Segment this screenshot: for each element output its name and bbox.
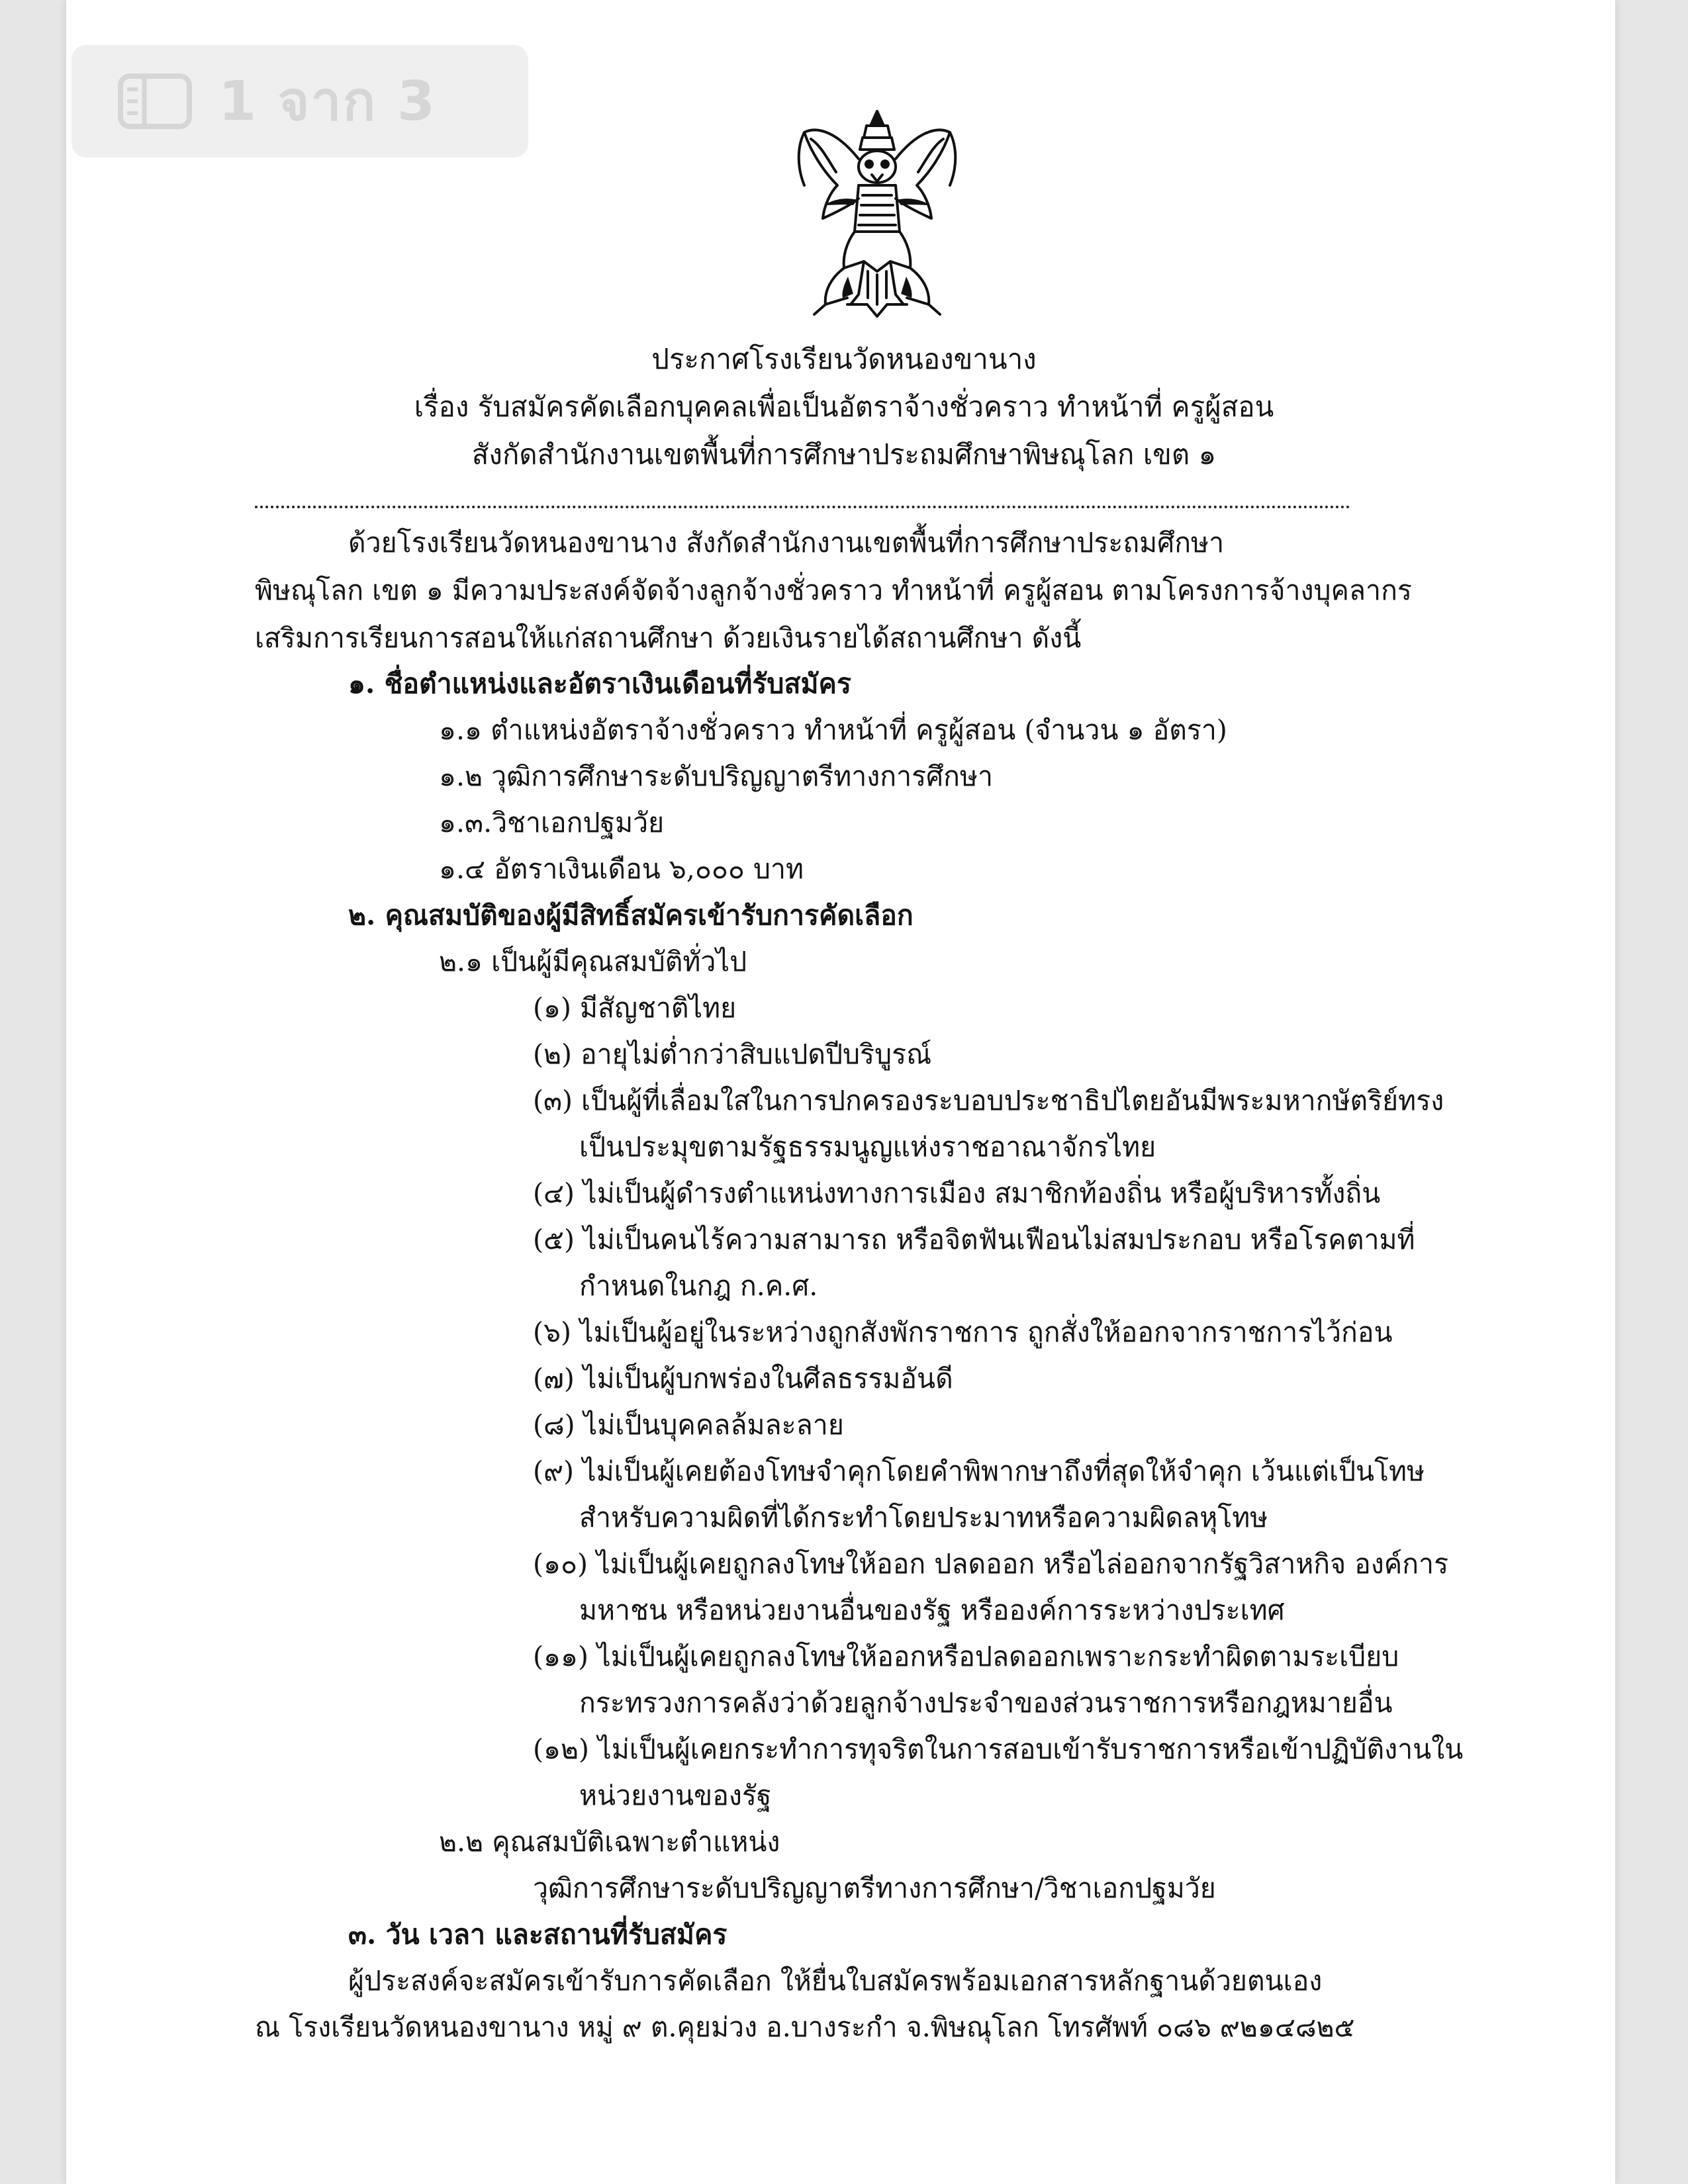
paragraph-line: ผู้ประสงค์จะสมัครเข้ารับการคัดเลือก ให้ยื่นใบสมัครพร้อมเอกสารหลักฐานด้วยตนเอง [348,1965,1323,1997]
subsection-heading: ๒.๑ เป็นผู้มีคุณสมบัติทั่วไป [439,946,747,978]
page-indicator-label: 1 จาก 3 [218,70,436,133]
header-divider [255,506,1350,508]
list-item: (๑) มีสัญชาติไทย [533,992,737,1024]
intro-line: ด้วยโรงเรียนวัดหนองขานาง สังกัดสำนักงานเขตพื้นที่การศึกษาประถมศึกษา [348,527,1225,559]
list-item-continuation: มหาชน หรือหน่วยงานอื่นของรัฐ หรือองค์การระหว่างประเทศ [579,1594,1285,1626]
list-item: (๖) ไม่เป็นผู้อยู่ในระหว่างถูกสังพักราชการ ถูกสั่งให้ออกจากราชการไว้ก่อน [533,1316,1393,1348]
list-item: (๒) อายุไม่ต่ำกว่าสิบแปดปีบริบูรณ์ [533,1038,932,1070]
intro-line: เสริมการเรียนการสอนให้แก่สถานศึกษา ด้วยเงินรายได้สถานศึกษา ดังนี้ [255,622,1082,654]
page-indicator[interactable] [71,45,528,158]
announcement-affiliation: สังกัดสำนักงานเขตพื้นที่การศึกษาประถมศึกษาพิษณุโลก เขต ๑ [471,438,1217,471]
list-item: (๕) ไม่เป็นคนไร้ความสามารถ หรือจิตฟันเฟือนไม่สมประกอบ หรือโรคตามที่ [533,1224,1415,1255]
subsection-heading: ๒.๒ คุณสมบัติเฉพาะตำแหน่ง [439,1826,780,1858]
list-item: (๘) ไม่เป็นบุคคลล้มละลาย [533,1409,844,1441]
section-heading: ๓. วัน เวลา และสถานที่รับสมัคร [348,1919,727,1950]
intro-line: พิษณุโลก เขต ๑ มีความประสงค์จัดจ้างลูกจ้างชั่วคราว ทำหน้าที่ ครูผู้สอน ตามโครงการจ้างบุคลากร [255,574,1412,606]
section-heading: ๒. คุณสมบัติของผู้มีสิทธิ์สมัครเข้ารับการคัดเลือก [348,899,914,931]
list-item: ๑.๒ วุฒิการศึกษาระดับปริญญาตรีทางการศึกษา [439,760,994,792]
announcement-title: ประกาศโรงเรียนวัดหนองขานาง [651,343,1037,375]
section-heading: ๑. ชื่อตำแหน่งและอัตราเงินเดือนที่รับสมัคร [348,668,851,700]
announcement-subject: เรื่อง รับสมัครคัดเลือกบุคคลเพื่อเป็นอัตราจ้างชั่วคราว ทำหน้าที่ ครูผู้สอน [414,390,1274,423]
list-item: ๑.๑ ตำแหน่งอัตราจ้างชั่วคราว ทำหน้าที่ ครูผู้สอน (จำนวน ๑ อัตรา) [439,714,1227,746]
page-list-icon [118,73,192,129]
list-item: ๑.๔ อัตราเงินเดือน ๖,๐๐๐ บาท [439,853,804,885]
paragraph-line: ณ โรงเรียนวัดหนองขานาง หมู่ ๙ ต.คุยม่วง อ.บางระกำ จ.พิษณุโลก โทรศัพท์ ๐๘๖ ๙๒๑๔๘๒๕ [255,2011,1355,2043]
list-item-continuation: สำหรับความผิดที่ได้กระทำโดยประมาทหรือความผิดลหุโทษ [579,1502,1268,1533]
list-item: (๑๒) ไม่เป็นผู้เคยกระทำการทุจริตในการสอบเข้ารับราชการหรือเข้าปฏิบัติงานใน [533,1733,1464,1765]
list-item: วุฒิการศึกษาระดับปริญญาตรีทางการศึกษา/วิชาเอกปฐมวัย [533,1872,1216,1904]
list-item: (๗) ไม่เป็นผู้บกพร่องในศีลธรรมอันดี [533,1363,953,1394]
list-item: (๔) ไม่เป็นผู้ดำรงตำแหน่งทางการเมือง สมาชิกท้องถิ่น หรือผู้บริหารทั้งถิ่น [533,1177,1381,1209]
list-item: (๙) ไม่เป็นผู้เคยต้องโทษจำคุกโดยคำพิพากษาถึงที่สุดให้จำคุก เว้นแต่เป็นโทษ [533,1455,1425,1487]
list-item: (๑๑) ไม่เป็นผู้เคยถูกลงโทษให้ออกหรือปลดออกเพราะกระทำผิดตามระเบียบ [533,1641,1399,1672]
list-item: ๑.๓.วิชาเอกปฐมวัย [439,807,665,839]
list-item: (๑๐) ไม่เป็นผู้เคยถูกลงโทษให้ออก ปลดออก หรือไล่ออกจากรัฐวิสาหกิจ องค์การ [533,1548,1449,1580]
list-item-continuation: เป็นประมุขตามรัฐธรรมนูญแห่งราชอาณาจักรไทย [579,1131,1156,1163]
list-item: (๓) เป็นผู้ที่เลื่อมใสในการปกครองระบอบประชาธิปไตยอันมีพระมหากษัตริย์ทรง [533,1085,1444,1116]
list-item-continuation: กำหนดในกฎ ก.ค.ศ. [579,1270,818,1302]
list-item-continuation: หน่วยงานของรัฐ [579,1780,772,1811]
garuda-emblem-icon [784,106,970,324]
list-item-continuation: กระทรวงการคลังว่าด้วยลูกจ้างประจำของส่วนราชการหรือกฎหมายอื่น [579,1687,1393,1719]
